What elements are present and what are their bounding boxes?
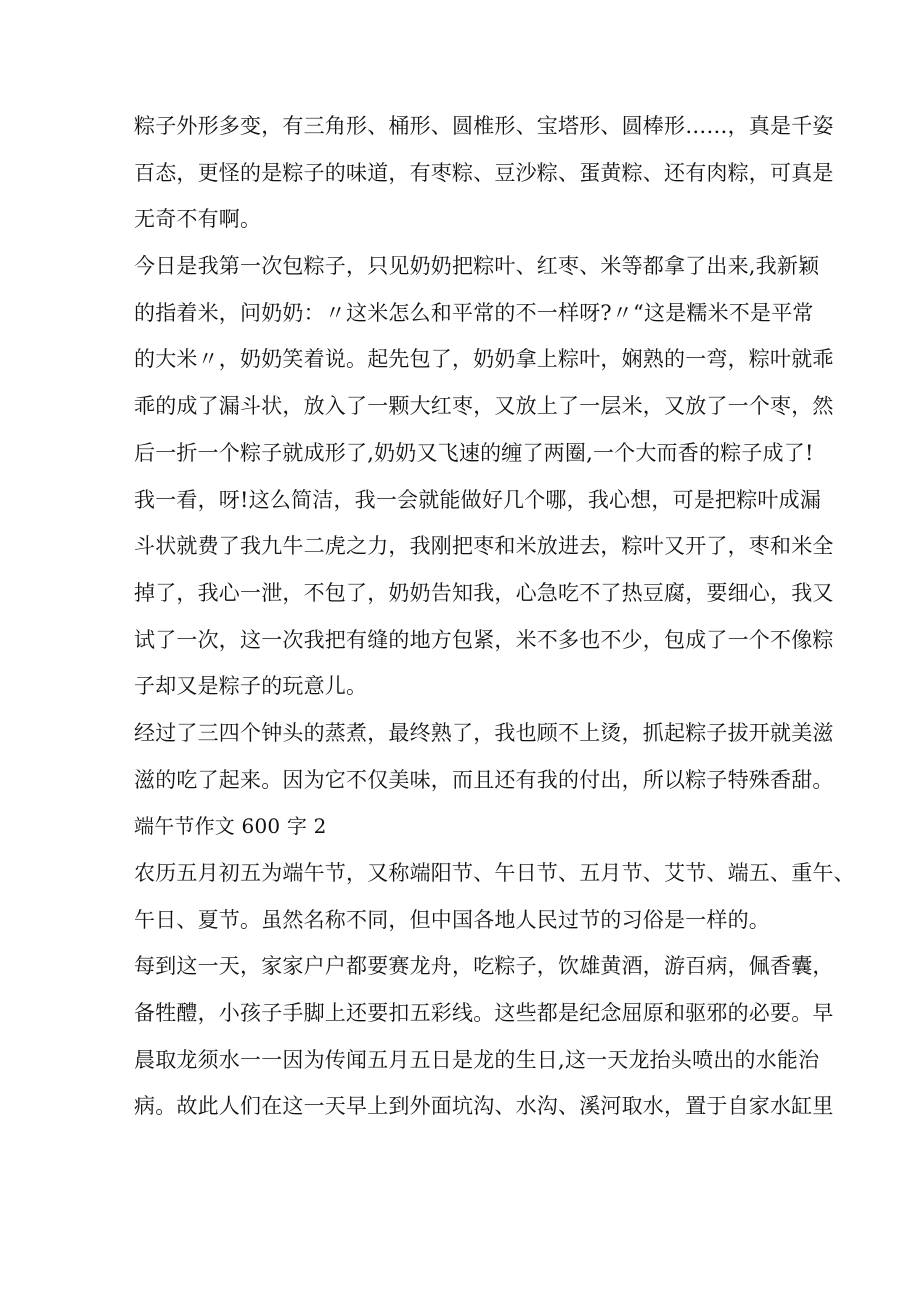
text-line: 今日是我第一次包粽子，只见奶奶把粽叶、红枣、米等都拿了出来,我新颖	[134, 254, 820, 279]
text-line: 经过了三四个钟头的蒸煮，最终熟了，我也顾不上烫，抓起粽子拔开就美滋	[134, 720, 834, 745]
text-line: 病。故此人们在这一天早上到外面坑沟、水沟、溪河取水，置于自家水缸里	[134, 1094, 834, 1119]
text-line: 午日、夏节。虽然名称不同，但中国各地人民过节的习俗是一样的。	[134, 907, 770, 932]
text-line: 滋的吃了起来。因为它不仅美味，而且还有我的付出，所以粽子特殊香甜。	[134, 767, 834, 792]
document-body	[134, 112, 855, 1139]
text-line: 无奇不有啊。	[134, 207, 262, 232]
text-line: 每到这一天，家家户户都要赛龙舟，吃粽子，饮雄黄酒，游百病，佩香囊，	[134, 954, 834, 979]
text-line: 农历五月初五为端午节，又称端阳节、午日节、五月节、艾节、端五、重午、	[134, 861, 855, 885]
text-line: 的指着米，问奶奶：〃这米怎么和平常的不一样呀?〃“这是糯米不是平常	[134, 300, 814, 325]
section-heading: 端午节作文 600 字 2	[134, 814, 327, 839]
text-line: 我一看，呀!这么简洁，我一会就能做好几个哪，我心想，可是把粽叶成漏	[134, 487, 822, 512]
text-line: 试了一次，这一次我把有缝的地方包紧，米不多也不少，包成了一个不像粽	[134, 627, 834, 652]
text-line: 的大米〃，奶奶笑着说。起先包了，奶奶拿上粽叶，娴熟的一弯，粽叶就乖	[134, 347, 834, 372]
text-line: 斗状就费了我九牛二虎之力，我刚把枣和米放进去，粽叶又开了，枣和米全	[134, 534, 834, 559]
text-line: 晨取龙须水一一因为传闻五月五日是龙的生日,这一天龙抬头喷出的水能治	[134, 1047, 820, 1072]
text-line: 掉了，我心一泄，不包了，奶奶告知我，心急吃不了热豆腐，要细心，我又	[134, 580, 834, 605]
text-line: 乖的成了漏斗状，放入了一颗大红枣，又放上了一层米，又放了一个枣，然	[134, 394, 834, 419]
text-line: 百态，更怪的是粽子的味道，有枣粽、豆沙粽、蛋黄粽、还有肉粽，可真是	[134, 160, 834, 185]
text-line: 后一折一个粽子就成形了,奶奶又飞速的缠了两圈,一个大而香的粽子成了!	[134, 440, 814, 465]
text-line: 子却又是粽子的玩意儿。	[134, 674, 368, 699]
text-line: 备牲醴，小孩子手脚上还要扣五彩线。这些都是纪念屈原和驱邪的必要。早	[134, 1001, 834, 1026]
text-line: 粽子外形多变，有三角形、桶形、圆椎形、宝塔形、圆棒形……，真是千姿	[134, 114, 834, 138]
